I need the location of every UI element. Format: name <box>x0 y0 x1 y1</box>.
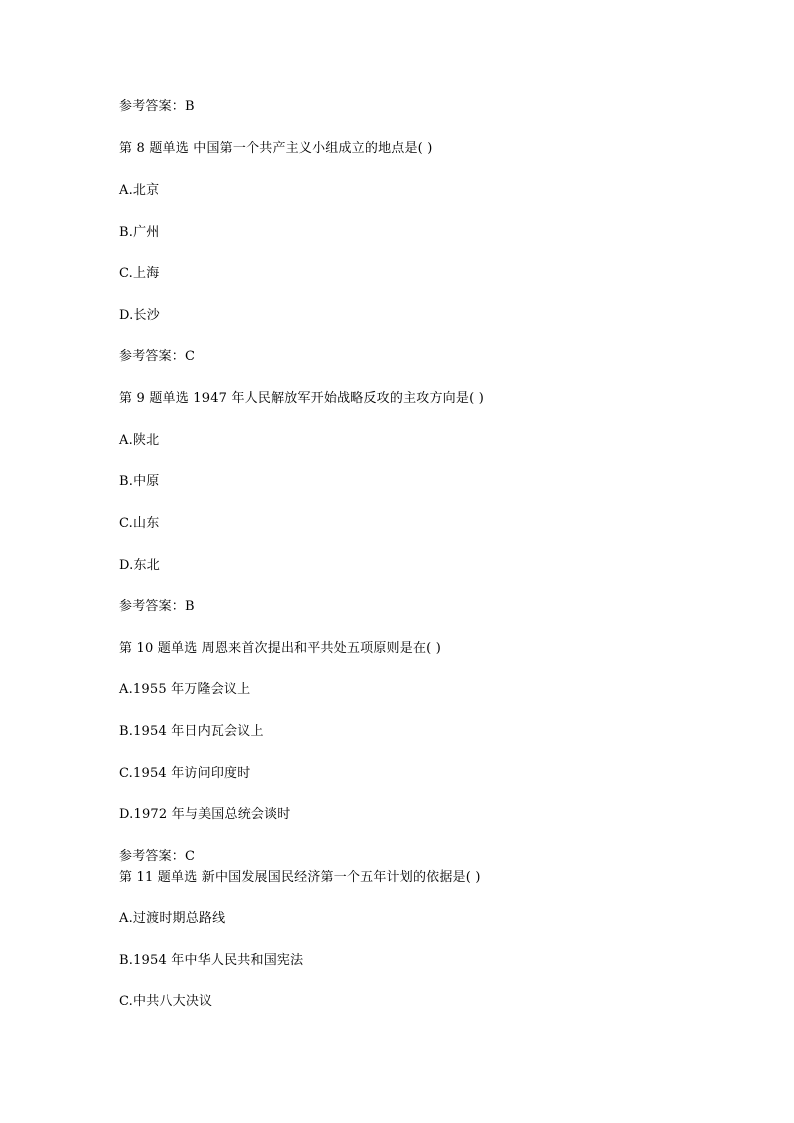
q11-option-b: B.1954 年中华人民共和国宪法 <box>119 953 304 968</box>
q11-option-a: A.过渡时期总路线 <box>119 911 226 926</box>
q10-option-a: A.1955 年万隆会议上 <box>119 682 251 697</box>
question-8: 第 8 题单选 中国第一个共产主义小组成立的地点是( ) <box>119 141 433 156</box>
q10-option-c: C.1954 年访问印度时 <box>119 766 251 781</box>
q9-option-a: A.陕北 <box>119 433 160 448</box>
q9-option-c: C.山东 <box>119 516 160 531</box>
q9-option-d: D.东北 <box>119 558 160 573</box>
answer-key-q10: 参考答案：C <box>119 849 196 864</box>
q8-option-b: B.广州 <box>119 225 160 240</box>
answer-key-q8: 参考答案：C <box>119 349 196 364</box>
question-10: 第 10 题单选 周恩来首次提出和平共处五项原则是在( ) <box>119 641 442 656</box>
q10-option-d: D.1972 年与美国总统会谈时 <box>119 807 291 822</box>
q11-option-c: C.中共八大决议 <box>119 994 213 1009</box>
question-11: 第 11 题单选 新中国发展国民经济第一个五年计划的依据是( ) <box>119 870 481 885</box>
q8-option-c: C.上海 <box>119 266 160 281</box>
question-9: 第 9 题单选 1947 年人民解放军开始战略反攻的主攻方向是( ) <box>119 391 484 406</box>
q9-option-b: B.中原 <box>119 474 160 489</box>
q8-option-d: D.长沙 <box>119 308 160 323</box>
q10-option-b: B.1954 年日内瓦会议上 <box>119 724 264 739</box>
answer-key-q9: 参考答案：B <box>119 599 195 614</box>
answer-key-q7: 参考答案：B <box>119 99 195 114</box>
q8-option-a: A.北京 <box>119 183 160 198</box>
